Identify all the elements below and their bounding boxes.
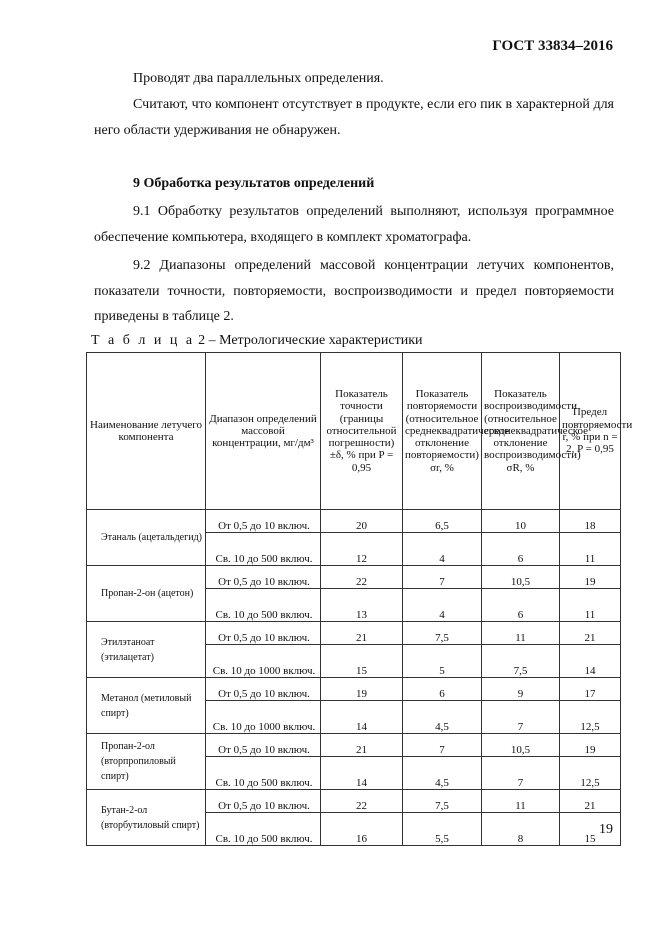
range-cell: Св. 10 до 1000 включ.	[206, 701, 321, 734]
range-cell: Св. 10 до 500 включ.	[206, 533, 321, 566]
standard-number: ГОСТ 33834–2016	[492, 38, 613, 54]
value-cell: 11	[482, 622, 560, 645]
component-name: Пропан-2-ол (вторпропиловый спирт)	[87, 734, 206, 790]
header-range: Диапазон определений массовой концентрации, мг/дм³	[206, 353, 321, 510]
component-name: Этаналь (ацетальдегид)	[87, 510, 206, 566]
range-cell: От 0,5 до 10 включ.	[206, 510, 321, 533]
table-row	[87, 790, 621, 813]
value-cell: 13	[321, 589, 403, 622]
table-row	[87, 622, 621, 645]
value-cell: 22	[321, 790, 403, 813]
range-cell: От 0,5 до 10 включ.	[206, 622, 321, 645]
range-cell: От 0,5 до 10 включ.	[206, 790, 321, 813]
value-cell: 17	[560, 678, 621, 701]
value-cell: 14	[321, 757, 403, 790]
page-number: 19	[599, 822, 613, 837]
value-cell: 12	[321, 533, 403, 566]
range-cell: От 0,5 до 10 включ.	[206, 566, 321, 589]
value-cell: 6	[403, 678, 482, 701]
table-row	[87, 510, 621, 533]
value-cell: 19	[321, 678, 403, 701]
paragraph-absent-component: Считают, что компонент отсутствует в продукте, если его пик в характерной для него области удерживания не обнаружен.	[94, 97, 614, 138]
value-cell: 7,5	[403, 790, 482, 813]
table-caption	[91, 333, 423, 349]
value-cell: 22	[321, 566, 403, 589]
value-cell: 21	[321, 622, 403, 645]
value-cell: 10	[482, 510, 560, 533]
value-cell: 21	[560, 622, 621, 645]
value-cell: 21	[560, 790, 621, 813]
value-cell: 16	[321, 813, 403, 846]
value-cell: 14	[321, 701, 403, 734]
value-cell: 14	[560, 645, 621, 678]
value-cell: 4	[403, 533, 482, 566]
value-cell: 4	[403, 589, 482, 622]
range-cell: Св. 10 до 500 включ.	[206, 813, 321, 846]
header-repeatability: Показатель повторяемости (относительное среднеквадратическое отклонение повторяемости) σr, %	[403, 353, 482, 510]
value-cell: 11	[482, 790, 560, 813]
value-cell: 8	[482, 813, 560, 846]
value-cell: 12,5	[560, 757, 621, 790]
value-cell: 6,5	[403, 510, 482, 533]
paragraph-parallel	[94, 66, 614, 92]
header-component: Наименование летучего компонента	[87, 353, 206, 510]
value-cell: 7,5	[482, 645, 560, 678]
component-name: Бутан-2-ол (вторбутиловый спирт)	[87, 790, 206, 846]
range-cell: От 0,5 до 10 включ.	[206, 734, 321, 757]
value-cell: 5,5	[403, 813, 482, 846]
value-cell: 6	[482, 533, 560, 566]
table-caption-label: Т а б л и ц а	[91, 333, 195, 348]
value-cell: 19	[560, 734, 621, 757]
table-header-row	[87, 353, 621, 510]
value-cell: 4,5	[403, 757, 482, 790]
value-cell: 11	[560, 533, 621, 566]
range-cell: Св. 10 до 500 включ.	[206, 589, 321, 622]
value-cell: 7	[403, 566, 482, 589]
metrological-table	[86, 352, 633, 846]
value-cell: 18	[560, 510, 621, 533]
value-cell: 7	[482, 757, 560, 790]
value-cell: 15	[321, 645, 403, 678]
value-cell: 9	[482, 678, 560, 701]
component-name: Этилэтаноат (этилацетат)	[87, 622, 206, 678]
header-accuracy: Показатель точности (границы относительной погрешности) ±δ, % при P = 0,95	[321, 353, 403, 510]
range-cell: Св. 10 до 500 включ.	[206, 757, 321, 790]
value-cell: 21	[321, 734, 403, 757]
paragraph-text: Проводят два параллельных определения.	[133, 71, 384, 86]
range-cell: От 0,5 до 10 включ.	[206, 678, 321, 701]
value-cell: 4,5	[403, 701, 482, 734]
value-cell: 19	[560, 566, 621, 589]
paragraph-9-1: 9.1 Обработку результатов определений выполняют, используя программное обеспечение компьютера, входящего в комплект хроматографа.	[94, 204, 614, 245]
value-cell: 20	[321, 510, 403, 533]
header-limit: Предел повторяемости r, % при n = 2, P = 0,95	[560, 353, 621, 510]
value-cell: 10,5	[482, 566, 560, 589]
component-name: Метанол (метиловый спирт)	[87, 678, 206, 734]
table-row	[87, 566, 621, 589]
value-cell: 11	[560, 589, 621, 622]
paragraph-9-2: 9.2 Диапазоны определений массовой концентрации летучих компонентов, показатели точности, повторяемости, воспроизводимости и предел повторяемости приведены в таблице 2.	[94, 258, 614, 324]
table-row	[87, 678, 621, 701]
value-cell: 15	[560, 813, 621, 846]
table-caption-title: 2 – Метрологические характеристики	[198, 333, 423, 348]
header-reproducibility: Показатель воспроизводимости (относительное среднеквадратическое отклонение воспроизводимости) σR, %	[482, 353, 560, 510]
value-cell: 7	[403, 734, 482, 757]
value-cell: 5	[403, 645, 482, 678]
value-cell: 12,5	[560, 701, 621, 734]
value-cell: 7,5	[403, 622, 482, 645]
range-cell: Св. 10 до 1000 включ.	[206, 645, 321, 678]
table-row	[87, 734, 621, 757]
value-cell: 7	[482, 701, 560, 734]
section-heading: 9 Обработка результатов определений	[133, 176, 375, 191]
component-name: Пропан-2-он (ацетон)	[87, 566, 206, 622]
value-cell: 10,5	[482, 734, 560, 757]
value-cell: 6	[482, 589, 560, 622]
